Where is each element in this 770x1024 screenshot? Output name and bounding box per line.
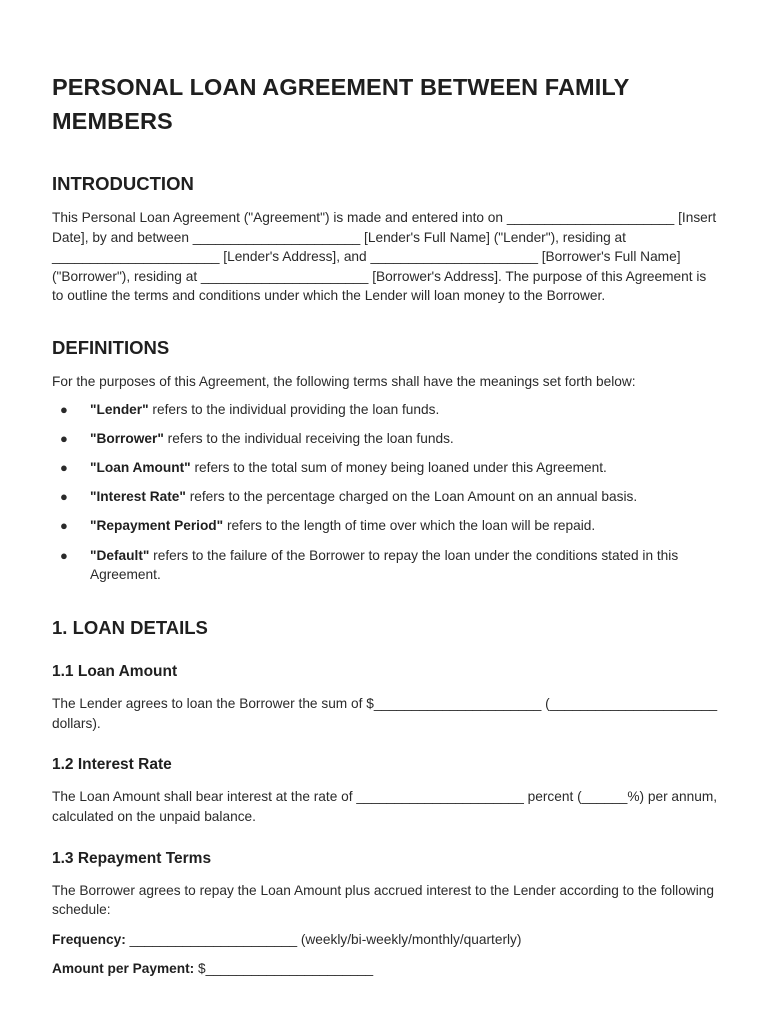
introduction-section: [52, 172, 718, 306]
definitions-list: [52, 400, 718, 585]
frequency-value: ______________________ (weekly/bi-weekly/monthly/quarterly): [125, 931, 522, 947]
list-item: [52, 429, 718, 449]
list-item: [52, 458, 718, 478]
loan-amount-text: The Lender agrees to loan the Borrower the sum of $______________________ (______________________ dollars).: [52, 696, 718, 731]
frequency-label: Frequency:: [52, 931, 126, 947]
bullet-icon: ●: [60, 401, 68, 417]
definition-term: "Borrower": [90, 430, 164, 446]
definition-text: refers to the percentage charged on the Loan Amount on an annual basis.: [185, 489, 638, 505]
definition-term: "Default": [90, 547, 150, 563]
bullet-icon: ●: [60, 547, 68, 563]
bullet-icon: ●: [60, 489, 68, 505]
definition-term: "Loan Amount": [90, 459, 191, 475]
definition-term: "Interest Rate": [90, 489, 186, 505]
definitions-heading: DEFINITIONS: [52, 336, 170, 358]
definitions-section: [52, 336, 718, 585]
repayment-terms-heading: 1.3 Repayment Terms: [52, 849, 212, 867]
introduction-text: This Personal Loan Agreement ("Agreement") is made and entered into on ______________________ [Insert Date], by and between ______________________ [Lender's Full Name] ("Lender"), residing at ______________________ [Lender's Address], and ______________________ [Borrower's Full Name] ("Borrower"), residing at ______________________ [Borrower's Address]. The purpose of this Agreement is to outline the terms and conditions under which the Lender will loan money to the Borrower.: [52, 210, 717, 304]
repayment-terms-text: The Borrower agrees to repay the Loan Amount plus accrued interest to the Lender according to the following schedule:: [52, 882, 714, 918]
list-item: [52, 400, 718, 420]
introduction-heading: INTRODUCTION: [52, 173, 194, 194]
document-title: PERSONAL LOAN AGREEMENT BETWEEN FAMILY MEMBERS: [52, 74, 629, 134]
bullet-icon: ●: [60, 430, 68, 446]
frequency-field: [52, 930, 718, 950]
interest-rate-text: The Loan Amount shall bear interest at the rate of ______________________ percent (______%) per annum, calculated on the unpaid balance.: [52, 789, 718, 825]
definition-term: "Lender": [90, 401, 149, 417]
loan-details-heading: 1. LOAN DETAILS: [52, 617, 208, 639]
definition-text: refers to the total sum of money being loaned under this Agreement.: [190, 459, 607, 475]
bullet-icon: ●: [60, 518, 68, 534]
bullet-icon: ●: [60, 459, 68, 475]
interest-rate-heading: 1.2 Interest Rate: [52, 756, 172, 774]
loan-details-section: [52, 616, 718, 979]
amount-per-payment-value: $______________________: [194, 961, 374, 977]
amount-per-payment-field: [52, 959, 718, 979]
list-item: [52, 516, 718, 536]
definition-text: refers to the length of time over which the loan will be repaid.: [223, 518, 596, 534]
definition-text: refers to the individual providing the loan funds.: [148, 401, 440, 417]
definition-text: refers to the individual receiving the loan funds.: [163, 430, 454, 446]
definition-text: refers to the failure of the Borrower to repay the loan under the conditions stated in this Agreement.: [90, 547, 679, 583]
list-item: [52, 546, 718, 585]
list-item: [52, 487, 718, 507]
definitions-intro: For the purposes of this Agreement, the following terms shall have the meanings set forth below:: [52, 373, 636, 389]
amount-per-payment-label: Amount per Payment:: [52, 961, 195, 977]
loan-amount-heading: 1.1 Loan Amount: [52, 663, 178, 681]
definition-term: "Repayment Period": [90, 518, 224, 534]
